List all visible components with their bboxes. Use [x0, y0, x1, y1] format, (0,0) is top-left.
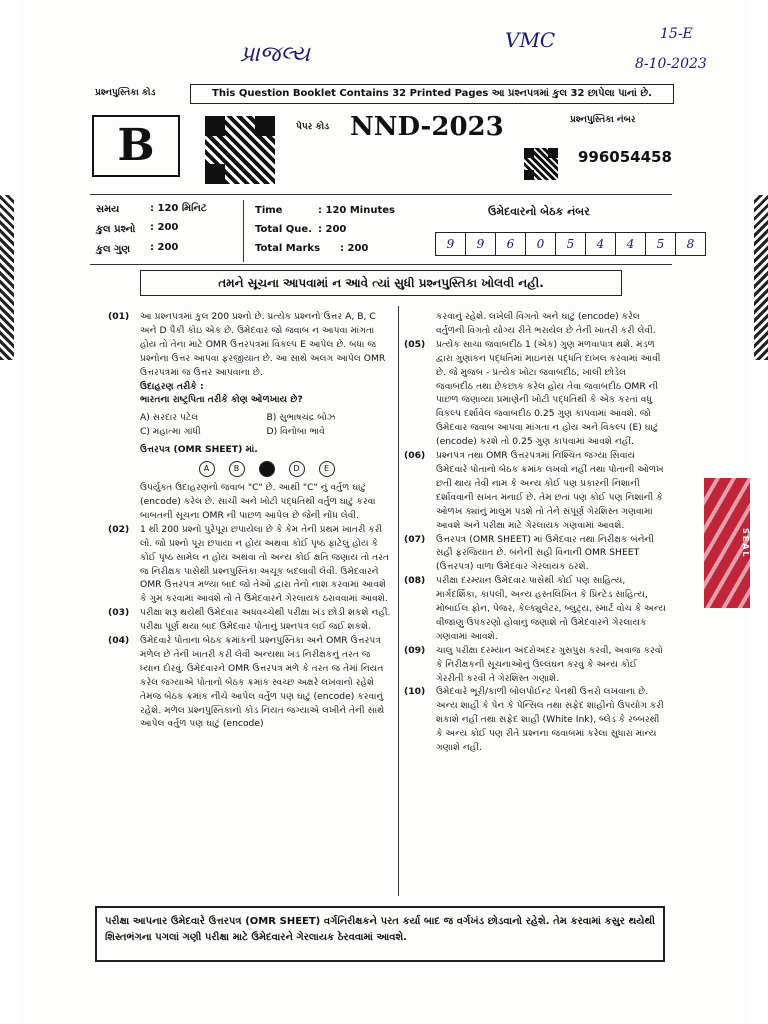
example-question: ભારતના રાષ્ટ્રપિતા તરીકે કોણ ઓળખાય છે? — [140, 394, 303, 406]
total-que-value: : 200 — [318, 224, 347, 235]
header-divider — [90, 194, 672, 195]
time-value: : 120 Minutes — [318, 205, 395, 216]
do-not-open-banner: તમને સૂચના આપવામાં ન આવે ત્યાં સુધી પ્રશ્નપુસ્તિકા ખોલવી નહી. — [140, 270, 622, 296]
seal-sticker: SEAL — [704, 478, 750, 608]
instruction-02 — [108, 523, 393, 606]
total-que-label: Total Que. — [255, 224, 313, 235]
instruction-text: ઉમેદવારે પોતાના બેઠક ક્રમાંકની પ્રશ્નપુસ્તિકા અને OMR ઉત્તરપત્ર મળેલ છે તેની ખાતરી કરી લેવી અન્યથા ખંડ નિરીક્ષકનું તરત જ ધ્યાન દોરવું. ઉમેદવારને OMR ઉત્તરપત્ર મળે કે તરત જ તેમાં નિયત કરેલ જગ્યાએ પોતાનો બેઠક ક્રમાંક સ્વચ્છ અક્ષરે લખવાનો રહેશે તેમજ બેઠક ક્રમાંક નીચે આપેલ વર્તુળ પણ ઘાટું (encode) કરવાનું રહેશે. મળેલ પ્રશ્નપુસ્તિકાનો કોડ નિયત જગ્યાએ લખીને તેની સાથે આપેલ વર્તુળ પણ ઘાટું (encode) — [140, 635, 385, 730]
instruction-04-continued — [404, 310, 666, 338]
booklet-number-label: પ્રશ્નપુસ્તિકા નંબર — [570, 115, 636, 125]
total-marks-value: : 200 — [340, 243, 369, 254]
instruction-text: આ પ્રશ્નપત્રમાં કુલ 200 પ્રશ્નો છે. પ્રત્યેક પ્રશ્નનો ઉત્તર A, B, C અને D પૈકી કોઇ એક છે. ઉમેદવાર જો જવાબ ન આપવા માંગતા હોય તો તેના માટે OMR ઉત્તરપત્રમાં વિકલ્પ E આપેલ છે. બધા જ પ્રશ્નોના ઉત્તર આપવા ફરજીયાત છે. આ સાથે અલગ આપેલ OMR ઉત્તરપત્રમાં જ ઉત્તર આપવાના છે. — [140, 311, 386, 378]
instruction-number: (04) — [108, 635, 130, 647]
instruction-number: (07) — [404, 533, 426, 545]
handwritten-name: પ્રાજલ્ય — [240, 42, 310, 67]
instruction-number: (02) — [108, 523, 130, 535]
instruction-text: 1 થી 200 પ્રશ્નો પુરેપૂરા છપાયેલા છે કે કેમ તેની પ્રથમ ખાતરી કરી લો. જો પ્રશ્નો પૂરા છપાયા ન હોય અથવા કોઈ પૃષ્ઠ ફાટેલું હોય કે કોઈ પૃષ્ઠ સામેલ ન હોય અથવા તો અન્ય કોઈ ક્ષતિ જણાય તો તરત જ નિરીક્ષક પાસેથી પ્રશ્નપુસ્તિકા અચૂક બદલાવી લેવી. ઉમેદવારને OMR ઉત્તરપત્ર મળ્યા બાદ જો તેઓ દ્વારા તેનો નાશ કરવામાં આવશે કે ગુમ કરવામાં આવશે તો તે ઉમેદવારને ગેરલાયક ઠરાવવામાં આવશે. — [140, 523, 390, 605]
seat-digit: 8 — [686, 237, 695, 251]
info-bottom-divider — [90, 264, 672, 265]
instruction-03 — [108, 606, 393, 634]
instructions-left-column — [108, 310, 393, 731]
pages-note: This Question Booklet Contains 32 Printed Pages આ પ્રશ્નપત્રમાં કુલ 32 છાપેલા પાનાં છે. — [190, 84, 674, 104]
total-marks-gu-label: કુલ ગુણ — [96, 244, 131, 255]
seat-digit: 5 — [556, 233, 586, 255]
booklet-code-label: પ્રશ્નપુસ્તિકા કોડ — [95, 88, 156, 98]
paper-code-label: પેપર કોડ — [296, 122, 330, 132]
seat-digit: 0 — [526, 233, 556, 255]
seat-number-boxes — [435, 232, 706, 256]
instruction-text: પ્રત્યેક સાચા જવાબદીઠ 1 (એક) ગુણ મળવાપાત્ર થશે. મંડળ દ્વારા ગુણાંકન પદ્ધતિમાં માઇનસ પદ્ધતિ દાખલ કરવામાં આવી છે. જે મુજબ - પ્રત્યેક ખોટા જવાબદીઠ, ખાલી છોડેલ જવાબદીઠ તથા છેકછાક કરેલ હોય તેવા જવાબદીઠ OMR ની પાછળ જણાવ્યા પ્રમાણેની ખોટી પદ્ધતિથી કે એક કરતાં વધુ વિકલ્પ દર્શાવેલ જવાબદીઠ 0.25 ગુણ કાપવામાં આવશે. જો ઉમેદવાર જવાબ આપવા માંગતા ન હોય અને વિકલ્પ (E) ઘાટું (encode) કરશે તો 0.25 ગુણ કાપવામાં આવશે નહીં. — [436, 338, 661, 448]
instruction-number: (01) — [108, 311, 130, 322]
total-marks-label: Total Marks — [255, 243, 321, 254]
column-divider — [398, 306, 399, 896]
info-divider — [243, 200, 244, 262]
instruction-text: પરીક્ષા શરૂ થયેથી ઉમેદવાર અધવચ્ચેથી પરીક્ષા ખંડ છોડી શકશે નહીં. પરીક્ષા પૂર્ણ થયા બાદ ઉમેદવાર પોતાનું પ્રશ્નપત્ર લઈ જઈ શકશે. — [140, 607, 391, 633]
example-options — [140, 411, 393, 439]
total-q-gu: : 200 — [150, 222, 179, 233]
bubble-e: E — [319, 461, 335, 477]
option-d: D) વિનોબા ભાવે — [266, 426, 325, 438]
total-q-gu-label: કુલ પ્રશ્નો — [96, 224, 136, 235]
instruction-number: (05) — [404, 338, 426, 350]
instruction-08 — [404, 574, 666, 644]
omr-bubbles — [140, 461, 393, 477]
handwritten-code: 15-E — [660, 26, 693, 42]
bubble-c-filled: C — [259, 461, 275, 477]
instruction-text: ઉત્તરપત્ર (OMR SHEET) માં ઉમેદવાર તથા નિરીક્ષક બંનેની સહી ફરજિયાત છે. બંનેની સહી વિનાની OMR SHEET (ઉત્તરપત્ર) વાળા ઉમેદવાર ગેરલાયક ઠરશે. — [436, 533, 655, 573]
instruction-07 — [404, 533, 666, 575]
small-qr-code — [524, 148, 558, 180]
option-a: A) સરદાર પટેલ — [140, 412, 199, 424]
option-b: B) સુભાષચંદ્ર બોઝ — [266, 412, 336, 424]
instruction-number: (06) — [404, 450, 426, 462]
bubble-a: A — [199, 461, 215, 477]
seat-digit: 4 — [586, 233, 616, 255]
instruction-09 — [404, 644, 666, 686]
instruction-number: (03) — [108, 607, 130, 619]
handwritten-date: 8-10-2023 — [635, 56, 707, 72]
seat-digit: 9 — [466, 233, 496, 255]
qr-code — [205, 116, 275, 184]
bubble-d: D — [289, 461, 305, 477]
seat-digit: 6 — [496, 233, 526, 255]
instruction-text: ચાલુ પરીક્ષા દરમ્યાન અંદરોઅંદર ગુસપુસ કરવી, અવાજ કરવો કે નિરીક્ષકની સૂચનાઓનું ઉલ્લંઘન કરવું કે અન્ય કોઈ ગેરરીતી કરવી તે ગેરશિસ્ત ગણાશે. — [436, 644, 663, 684]
time-gu-label: સમય — [96, 204, 120, 215]
time-gu: : 120 મિનિટ — [150, 203, 207, 214]
instruction-number: (10) — [404, 686, 426, 698]
instructions-right-column — [404, 310, 666, 755]
option-c: C) મહાત્મા ગાંધી — [140, 426, 201, 438]
perforated-edge-right — [754, 195, 768, 360]
example-note: ઉપર્યુક્ત ઉદાહરણનો જવાબ "C" છે. આથી "C" નું વર્તુળ ઘાટું (encode) કરેલ છે. સાચી અને ખોટી પદ્ધતિથી વર્તુળ ઘાટું કરવા બાબતની સૂચના OMR ની પાછળ આપેલ છે જેની નોંધ લેવી. — [140, 482, 376, 521]
instruction-number: (08) — [404, 575, 426, 587]
instruction-01 — [108, 310, 393, 523]
seat-digit: 4 — [616, 233, 646, 255]
instruction-10 — [404, 685, 666, 755]
seat-number-label: ઉમેદવારનો બેઠક નંબર — [488, 205, 590, 218]
instruction-text: પરીક્ષા દરમ્યાન ઉમેદવાર પાસેથી કોઈ પણ સાહિત્ય, માર્ગદર્શિકા, કાપલી, અન્ય હસ્તલિખિત કે પ્રિન્ટેડ સાહિત્ય, મોબાઈલ ફોન, પેજર, કેલ્ક્યુલેટર, બ્લુટ્ય, સ્માર્ટ વોચ કે અન્ય વીજાણુ ઉપકરણો હોવાનું જણાશે તો ઉમેદવારને ગેરલાયક ગણવામાં આવશે. — [436, 575, 666, 642]
omr-sheet-label: ઉત્તરપત્ર (OMR SHEET) માં. — [140, 444, 258, 456]
total-marks-gu: : 200 — [150, 242, 179, 253]
perforated-edge-left — [0, 195, 14, 360]
instruction-06 — [404, 449, 666, 532]
seat-digit: 5 — [646, 233, 676, 255]
instruction-text: કરવાનું રહેશે. લખેલી વિગતો અને ઘાટું (encode) કરેલ વર્તુળની વિગતો યોગ્ય રીતે ભરાયેલ છે તેની ખાતરી કરી લેવી. — [436, 311, 656, 336]
time-label: Time — [255, 205, 283, 216]
seat-digit: 9 — [436, 233, 466, 255]
instruction-text: પ્રશ્નપત્ર તથા OMR ઉત્તરપત્રમાં નિશ્ચિત જગ્યા સિવાય ઉમેદવારે પોતાનો બેઠક ક્રમાંક લખવો નહીં તથા પોતાની ઓળખ છતી થાય તેવી નામ કે અન્ય કોઈ પણ પ્રકારની નિશાની દર્શાવવાની સખત મનાઈ છે. તેમ છતાં પણ કોઈ પણ નિશાની કે ઓળખ ક્યાંનું માલુમ પડશે તો તેને સંપૂર્ણ ગેરશિસ્ત ગણવામાં આવશે અને પરીક્ષા માટે ગેરલાયક ગણવામાં આવશે. — [436, 450, 664, 531]
instruction-05 — [404, 338, 666, 449]
footer-notice: પરીક્ષા આપનાર ઉમેદવારે ઉત્તરપત્ર (OMR SHEET) વર્ગનિરીક્ષકને પરત કર્યા બાદ જ વર્ગખંડ છોડવાનો રહેશે. તેમ કરવામાં કસુર થયેથી શિસ્તભંગના પગલાં ગણી પરીક્ષા માટે ઉમેદવારને ગેરલાયક ઠેરવવામાં આવશે. — [95, 906, 665, 962]
bubble-b: B — [229, 461, 245, 477]
paper-code: NND-2023 — [350, 112, 504, 142]
instruction-text: ઉમેદવારે ભૂરી/કાળી બોલપોઈન્ટ પેનથી ઉત્તરો લખવાના છે. અન્ય શાહી કે પેન કે પેન્સિલ તથા સફેદ શાહીનો ઉપયોગ કરી શકાશે નહીં તથા સફેદ શાહી (White Ink), બ્લેડ કે રબ્બરથી કે અન્ય કોઈ પણ રીતે પ્રશ્નના જવાબમાં કરેલા સુધારા માન્ય ગણાશે નહીં. — [436, 686, 664, 754]
example-label: ઉદાહરણ તરીકે : — [140, 380, 204, 392]
instruction-number: (09) — [404, 644, 426, 656]
series-letter: B — [92, 115, 180, 177]
instruction-04 — [108, 634, 393, 731]
handwritten-vmc: VMC — [505, 28, 556, 52]
booklet-number: 996054458 — [578, 148, 672, 166]
